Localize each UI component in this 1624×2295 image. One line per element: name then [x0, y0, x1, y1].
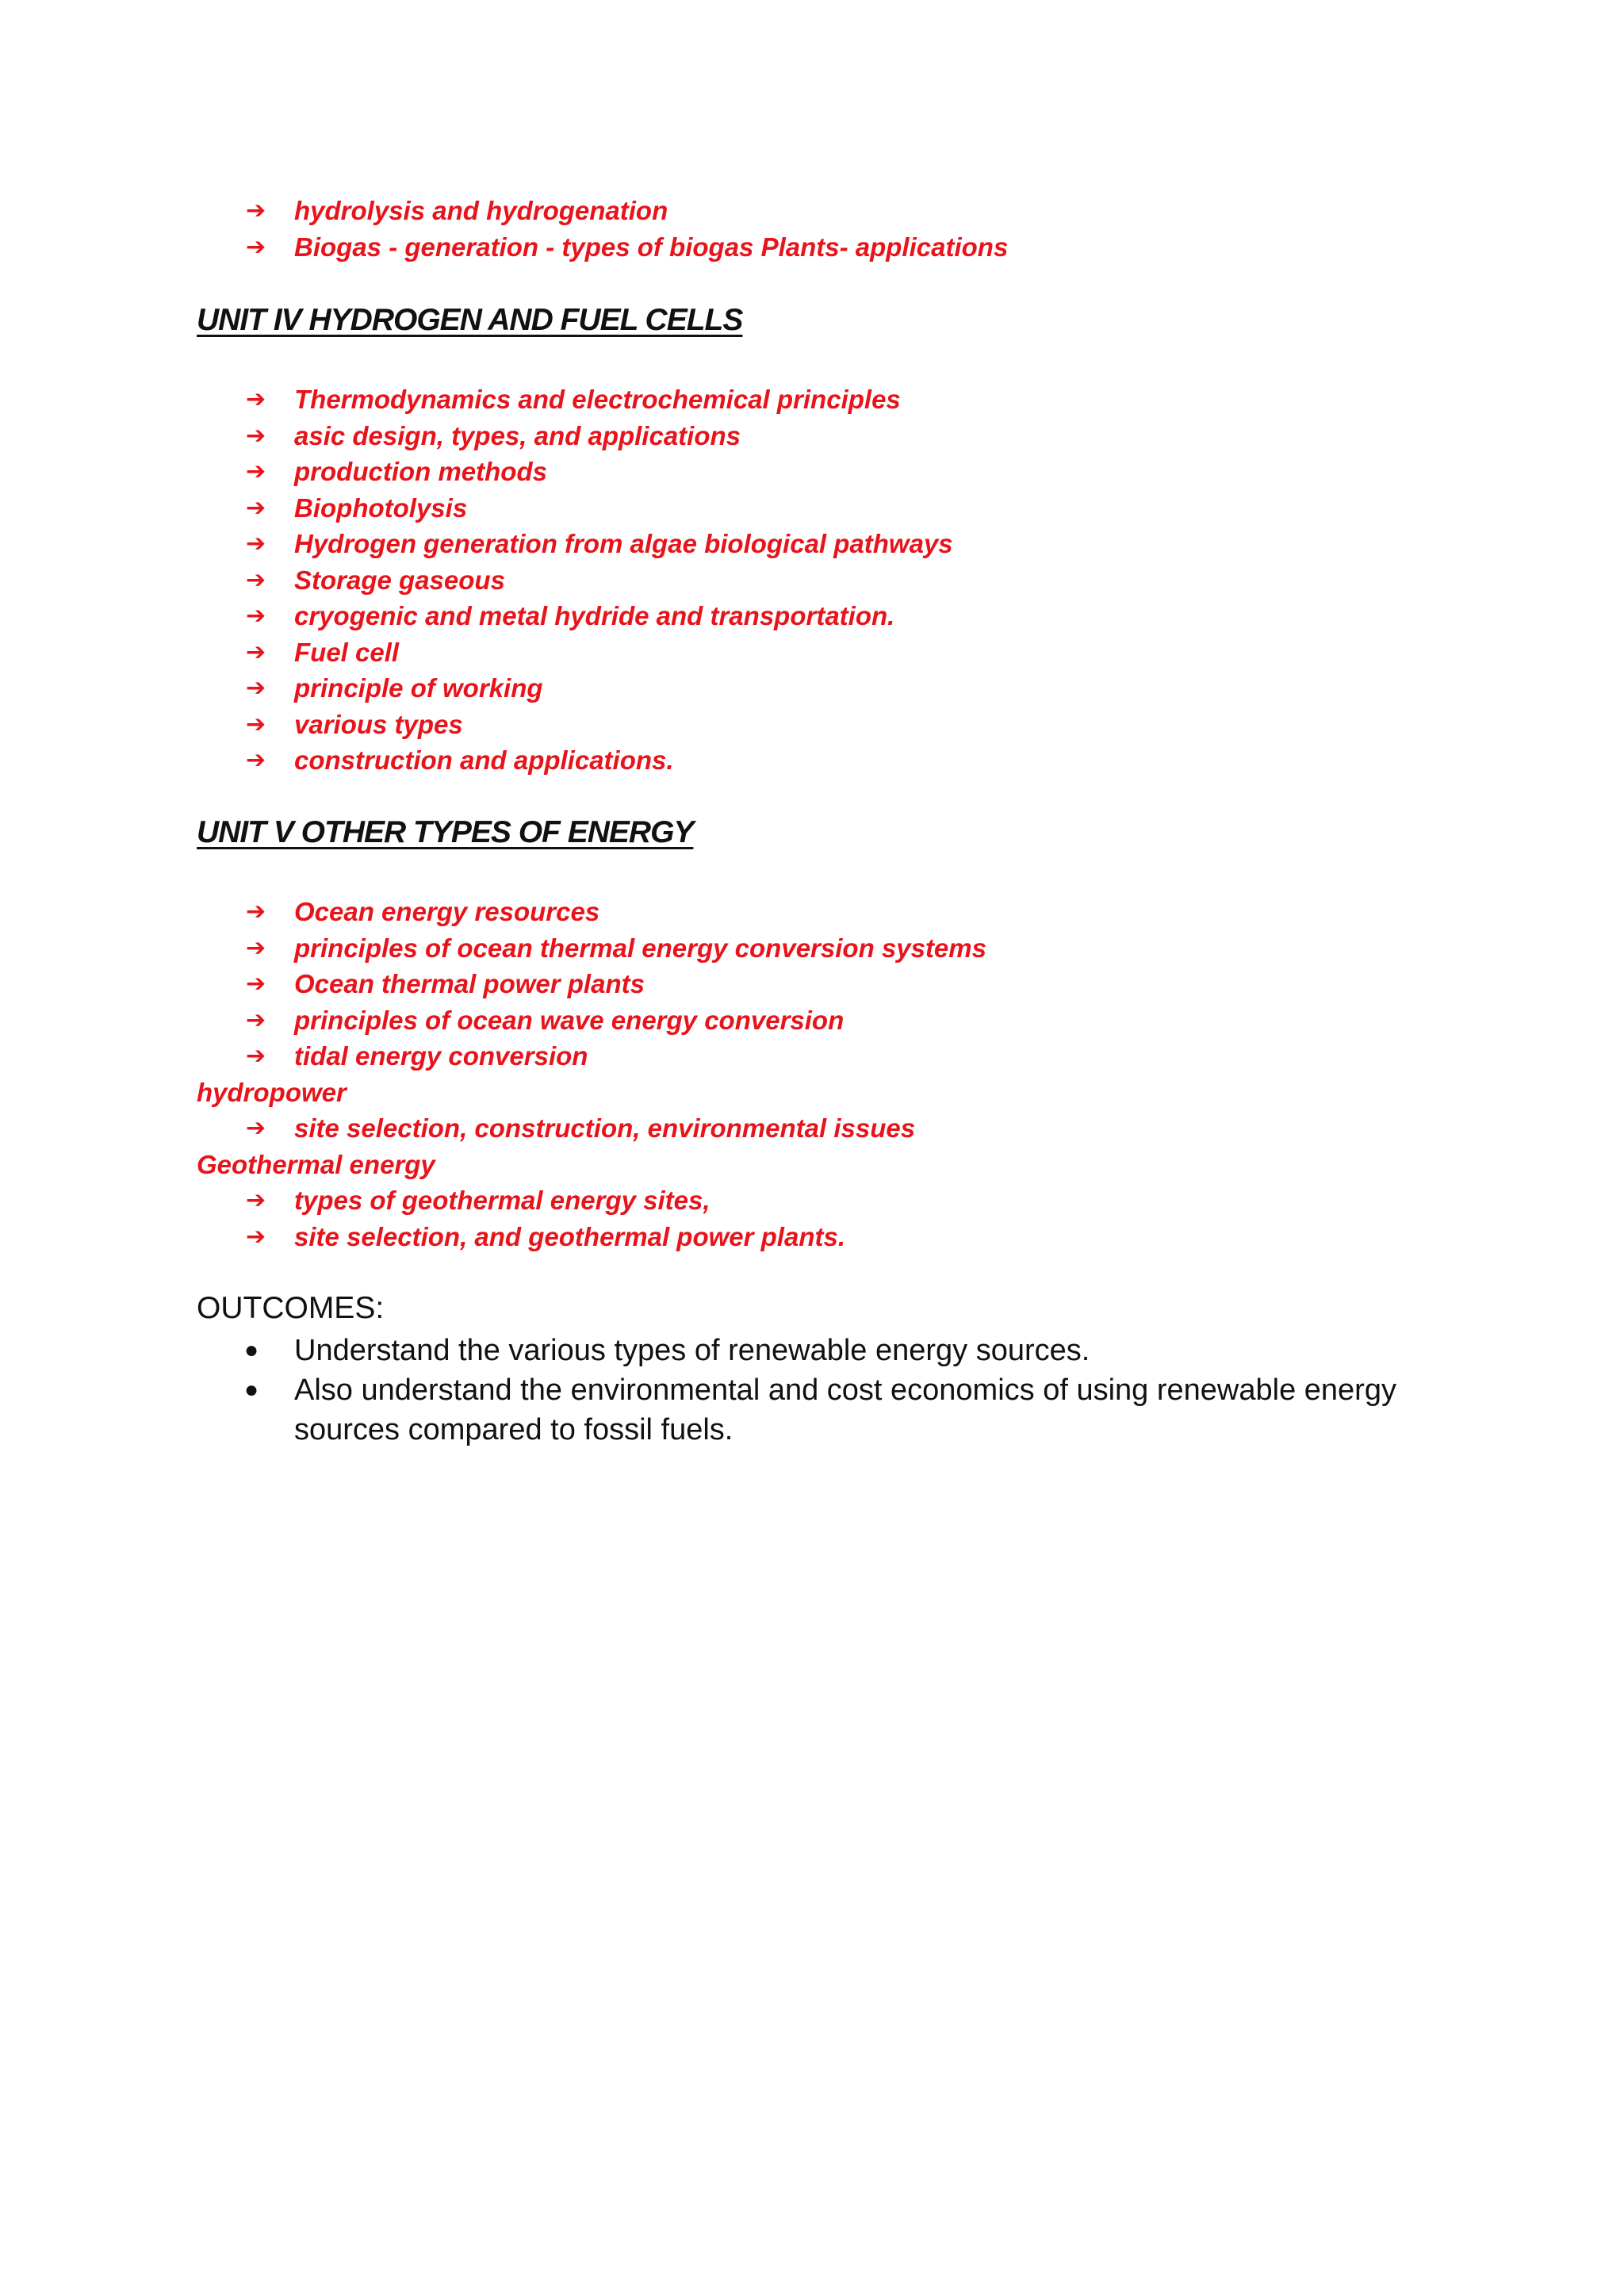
arrow-bullet-icon: ➔: [246, 710, 266, 738]
list-item-text: Storage gaseous: [294, 565, 505, 595]
arrow-bullet-icon: ➔: [246, 232, 266, 261]
list-item-text: Thermodynamics and electrochemical principles: [294, 385, 901, 414]
unit-iv-heading: UNIT IV HYDROGEN AND FUEL CELLS: [197, 303, 743, 337]
outcome-item: [0, 1331, 1404, 1370]
arrow-bullet-icon: ➔: [246, 385, 266, 413]
hydropower-label: hydropower: [197, 1077, 347, 1107]
arrow-bullet-icon: ➔: [246, 1042, 266, 1070]
arrow-bullet-icon: ➔: [246, 493, 266, 522]
list-item-text: Hydrogen generation from algae biological pathways: [294, 529, 953, 558]
list-item-text: Ocean thermal power plants: [294, 969, 645, 998]
arrow-bullet-icon: ➔: [246, 970, 266, 998]
list-item-text: various types: [294, 709, 463, 739]
list-item-text: Fuel cell: [294, 637, 400, 667]
arrow-bullet-icon: ➔: [246, 565, 266, 594]
arrow-bullet-icon: ➔: [246, 1186, 266, 1214]
bullet-icon: ●: [244, 1337, 259, 1363]
arrow-bullet-icon: ➔: [246, 1006, 266, 1034]
outcome-text: Also understand the environmental and cost economics of using renewable energy sources compared to fossil fuels.: [294, 1374, 1396, 1446]
list-item-text: asic design, types, and applications: [294, 420, 741, 450]
arrow-bullet-icon: ➔: [246, 638, 266, 666]
arrow-bullet-icon: ➔: [246, 933, 266, 962]
arrow-bullet-icon: ➔: [246, 746, 266, 774]
list-item-text: site selection, and geothermal power plants.: [294, 1221, 845, 1251]
list-item-text: principles of ocean thermal energy conversion systems: [294, 933, 986, 963]
arrow-bullet-icon: ➔: [246, 421, 266, 450]
arrow-bullet-icon: ➔: [246, 898, 266, 925]
outcomes-list: [0, 1331, 1404, 1450]
list-item-text: site selection, construction, environmental issues: [294, 1113, 916, 1143]
arrow-bullet-icon: ➔: [246, 602, 266, 630]
list-item-text: types of geothermal energy sites,: [294, 1186, 710, 1215]
list-item-text: hydrolysis and hydrogenation: [294, 196, 668, 225]
list-item-text: Biogas - generation - types of biogas Plants- applications: [294, 232, 1009, 262]
outcomes-title: OUTCOMES:: [197, 1291, 385, 1325]
unit-v-heading: UNIT V OTHER TYPES OF ENERGY: [197, 815, 694, 849]
outcome-item: [0, 1370, 1404, 1450]
arrow-bullet-icon: ➔: [246, 197, 266, 224]
list-item-text: construction and applications.: [294, 745, 674, 775]
list-item-text: principles of ocean wave energy conversion: [294, 1005, 845, 1035]
list-item-text: tidal energy conversion: [294, 1041, 588, 1071]
arrow-bullet-icon: ➔: [246, 458, 266, 485]
list-item-text: Ocean energy resources: [294, 897, 600, 926]
list-item-text: cryogenic and metal hydride and transportation.: [294, 601, 895, 630]
arrow-bullet-icon: ➔: [246, 530, 266, 557]
list-item-text: production methods: [294, 457, 547, 486]
list-item-text: principle of working: [294, 673, 543, 703]
outcome-text: Understand the various types of renewable energy sources.: [294, 1334, 1090, 1367]
arrow-bullet-icon: ➔: [246, 1222, 266, 1251]
arrow-bullet-icon: ➔: [246, 674, 266, 702]
geothermal-label: Geothermal energy: [197, 1149, 435, 1179]
list-item-text: Biophotolysis: [294, 492, 468, 523]
arrow-bullet-icon: ➔: [246, 1114, 266, 1142]
bullet-icon: ●: [244, 1377, 259, 1403]
